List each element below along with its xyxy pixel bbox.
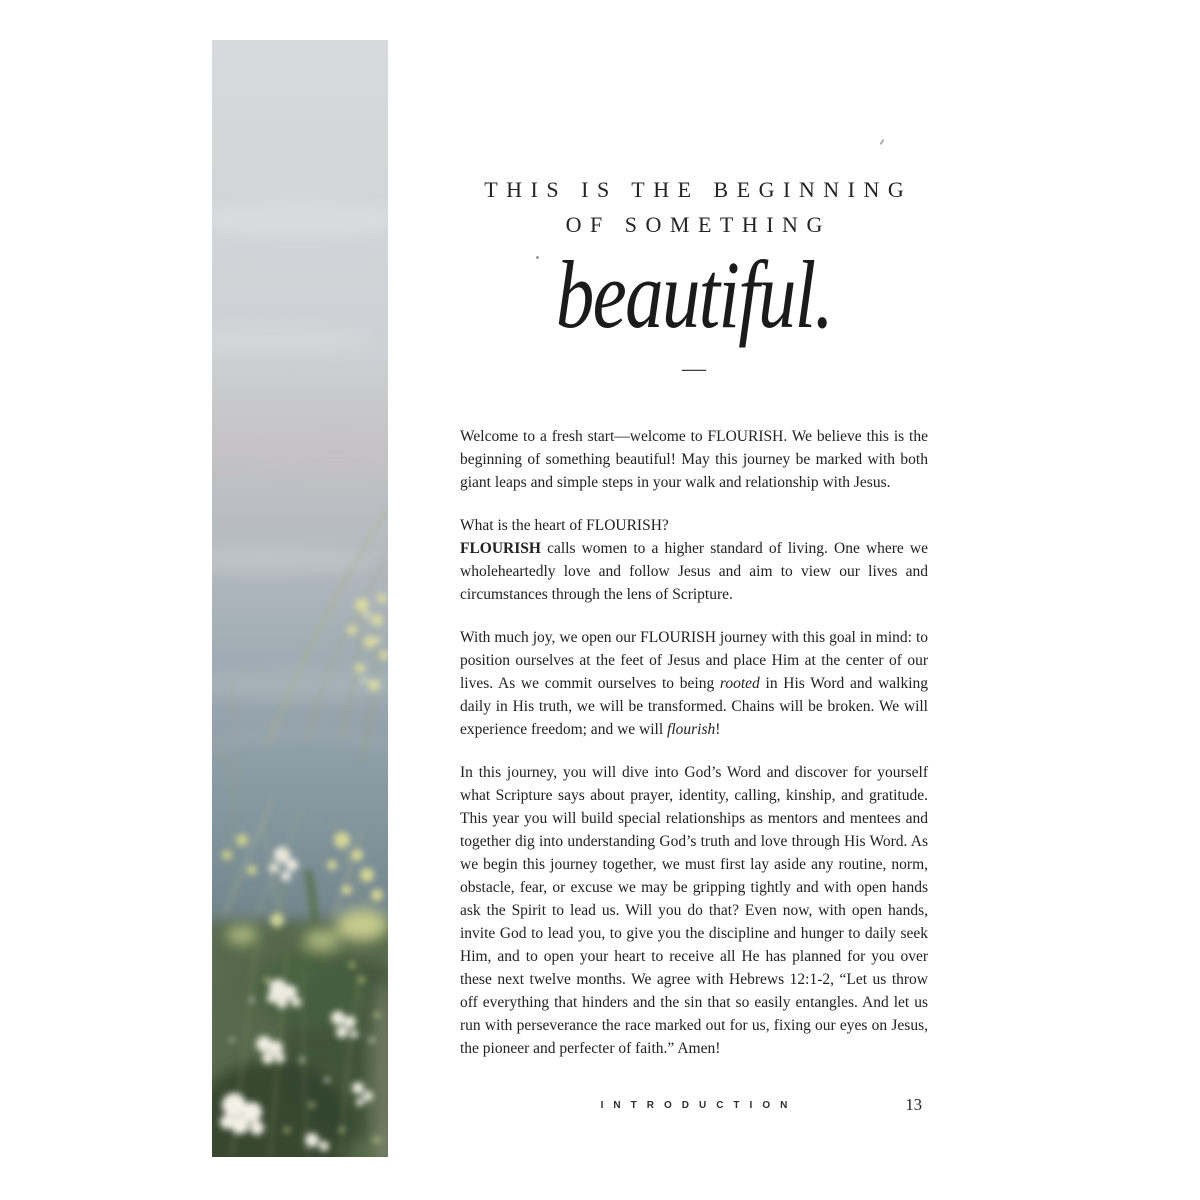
- scan-speck: [536, 256, 539, 259]
- body-copy: [460, 425, 928, 1060]
- page-number: 13: [905, 1095, 922, 1114]
- coastal-water-wildflowers-photo: [212, 40, 388, 1157]
- page-content: [460, 176, 928, 1060]
- heading-script-word: beautiful.: [555, 241, 833, 348]
- paragraph-answer: FLOURISH calls women to a higher standard of living. One where we wholeheartedly love and follow Jesus and aim to view our lives and circumstances through the lens of Scripture.: [460, 540, 928, 603]
- paragraph-question: What is the heart of FLOURISH?: [460, 517, 669, 534]
- paragraph-journey: In this journey, you will dive into God’s Word and discover for yourself what Scripture says about prayer, identity, calling, kinship, and gratitude. This year you will build special relationships as mentors and mentees and together dig into understanding God’s truth and love through His Word. As we begin this journey together, we must first lay aside any routine, norm, obstacle, fear, or excuse we may be gripping tightly and with open hands ask the Spirit to lead us. Will you do that? Even now, with open hands, invite God to lead you, to give you the discipline and hunger to daily seek Him, and to open your heart to receive all He has planned for you over these next twelve months. We agree with Hebrews 12:1-2, “Let us throw off everything that hinders and the sin that so easily entangles. And let us run with perseverance the race marked out for us, fixing our eyes on Jesus, the pioneer and perfecter of faith.” Amen!: [460, 764, 928, 1057]
- section-label: INTRODUCTION: [600, 1100, 798, 1111]
- heading-line-2: OF SOMETHING: [565, 212, 831, 237]
- heading-line-1: THIS IS THE BEGINNING: [484, 177, 913, 202]
- page-footer: [460, 1095, 928, 1117]
- heading-divider: —: [682, 356, 706, 382]
- scan-speck: [879, 139, 884, 145]
- paragraph-welcome: Welcome to a fresh start—welcome to FLOURISH. We believe this is the beginning of something beautiful! May this journey be marked with both giant leaps and simple steps in your walk and relationship with Jesus.: [460, 428, 928, 491]
- paragraph-goal: With much joy, we open our FLOURISH journey with this goal in mind: to position ourselves at the feet of Jesus and place Him at the center of our lives. As we commit ourselves to being rooted in His Word and walking daily in His truth, we will be transformed. Chains will be broken. We will experience freedom; and we will flourish!: [460, 629, 928, 738]
- wildflowers-photo-illustration: [212, 40, 388, 1157]
